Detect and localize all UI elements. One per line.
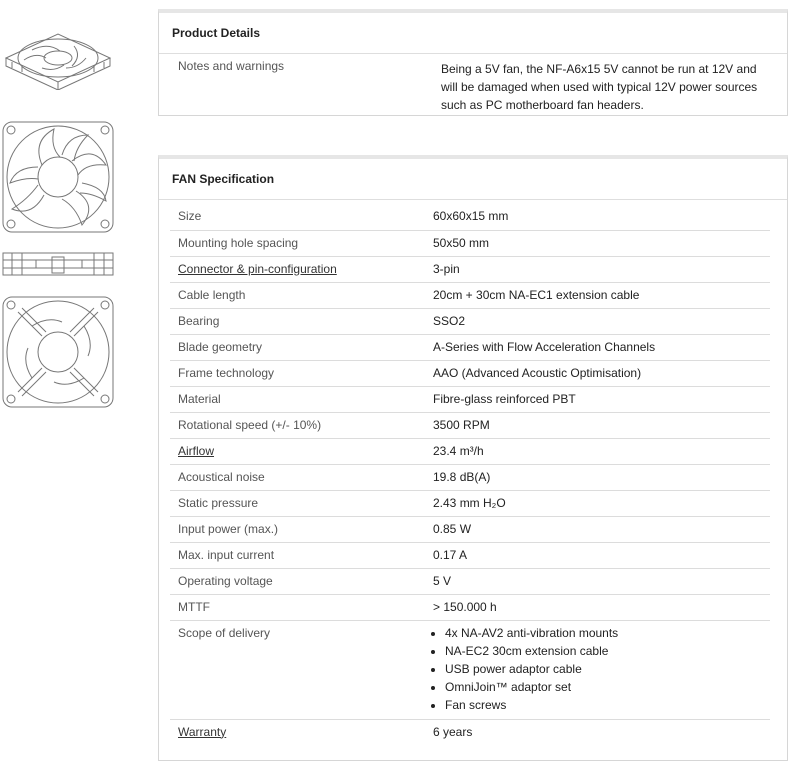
row-value: 19.8 dB(A): [425, 464, 770, 490]
fan-specification-title: FAN Specification: [159, 159, 787, 200]
row-value: [425, 620, 770, 719]
scope-list: [433, 624, 770, 714]
row-label: Size: [170, 204, 425, 230]
row-label: Operating voltage: [170, 568, 425, 594]
table-row: [170, 360, 770, 386]
table-row: [170, 204, 770, 230]
row-value: 0.85 W: [425, 516, 770, 542]
fan-side-image[interactable]: [2, 249, 114, 279]
fan-specification-table: [170, 204, 770, 745]
row-value: 2.43 mm H₂O: [425, 490, 770, 516]
table-row: [170, 386, 770, 412]
row-label: Blade geometry: [170, 334, 425, 360]
list-item: • 4x NA-AV2 anti-vibration mounts: [445, 624, 770, 642]
list-item: • USB power adaptor cable: [445, 660, 770, 678]
list-item: • OmniJoin™ adaptor set: [445, 678, 770, 696]
row-value: > 150.000 h: [425, 594, 770, 620]
row-label: Material: [170, 386, 425, 412]
table-row: [170, 256, 770, 282]
row-value: AAO (Advanced Acoustic Optimisation): [425, 360, 770, 386]
row-label-link[interactable]: Connector & pin-configuration: [178, 261, 337, 276]
fan-front-image[interactable]: [2, 121, 114, 233]
table-row-scope: [170, 620, 770, 719]
table-row: [170, 334, 770, 360]
table-row: [170, 438, 770, 464]
row-label: Bearing: [170, 308, 425, 334]
table-row: [170, 542, 770, 568]
row-value: 20cm + 30cm NA-EC1 extension cable: [425, 282, 770, 308]
row-label: Acoustical noise: [170, 464, 425, 490]
fan-back-image[interactable]: [2, 296, 114, 408]
list-item: • NA-EC2 30cm extension cable: [445, 642, 770, 660]
row-value: Fibre-glass reinforced PBT: [425, 386, 770, 412]
table-row: [170, 54, 770, 114]
product-details-table: [170, 54, 770, 114]
row-value: 23.4 m³/h: [425, 438, 770, 464]
table-row: [170, 230, 770, 256]
row-label: [170, 256, 425, 282]
warranty-link[interactable]: Warranty: [178, 724, 227, 739]
row-label: Notes and warnings: [178, 59, 285, 73]
row-label: [170, 438, 425, 464]
row-value: 5 V: [425, 568, 770, 594]
table-row: [170, 282, 770, 308]
table-row-warranty: [170, 719, 770, 745]
fan-specification-panel: [158, 155, 788, 761]
row-label: Scope of delivery: [170, 620, 425, 719]
row-label: Input power (max.): [170, 516, 425, 542]
row-label: Cable length: [170, 282, 425, 308]
table-row: [170, 594, 770, 620]
row-label: Frame technology: [170, 360, 425, 386]
row-label: Max. input current: [170, 542, 425, 568]
table-row: [170, 412, 770, 438]
table-row: [170, 568, 770, 594]
row-label: Rotational speed (+/- 10%): [170, 412, 425, 438]
table-row: [170, 308, 770, 334]
row-value: Being a 5V fan, the NF-A6x15 5V cannot be run at 12V and will be damaged when used with typical 12V power sources such as PC motherboard fan headers.: [441, 62, 758, 112]
row-label-link[interactable]: Airflow: [178, 443, 215, 458]
row-value: 3500 RPM: [425, 412, 770, 438]
row-value: 3-pin: [425, 256, 770, 282]
row-value: 6 years: [433, 724, 473, 739]
table-row: [170, 490, 770, 516]
row-label: Mounting hole spacing: [170, 230, 425, 256]
fan-angled-image[interactable]: [2, 28, 114, 90]
row-label: Static pressure: [170, 490, 425, 516]
list-item: • Fan screws: [445, 696, 770, 714]
row-value: 50x50 mm: [425, 230, 770, 256]
row-label: [170, 719, 425, 745]
row-value: 60x60x15 mm: [425, 204, 770, 230]
product-details-panel: [158, 9, 788, 116]
row-value: A-Series with Flow Acceleration Channels: [425, 334, 770, 360]
row-value: SSO2: [425, 308, 770, 334]
product-details-title: Product Details: [159, 13, 787, 54]
row-value: 0.17 A: [425, 542, 770, 568]
table-row: [170, 516, 770, 542]
row-label: MTTF: [170, 594, 425, 620]
table-row: [170, 464, 770, 490]
